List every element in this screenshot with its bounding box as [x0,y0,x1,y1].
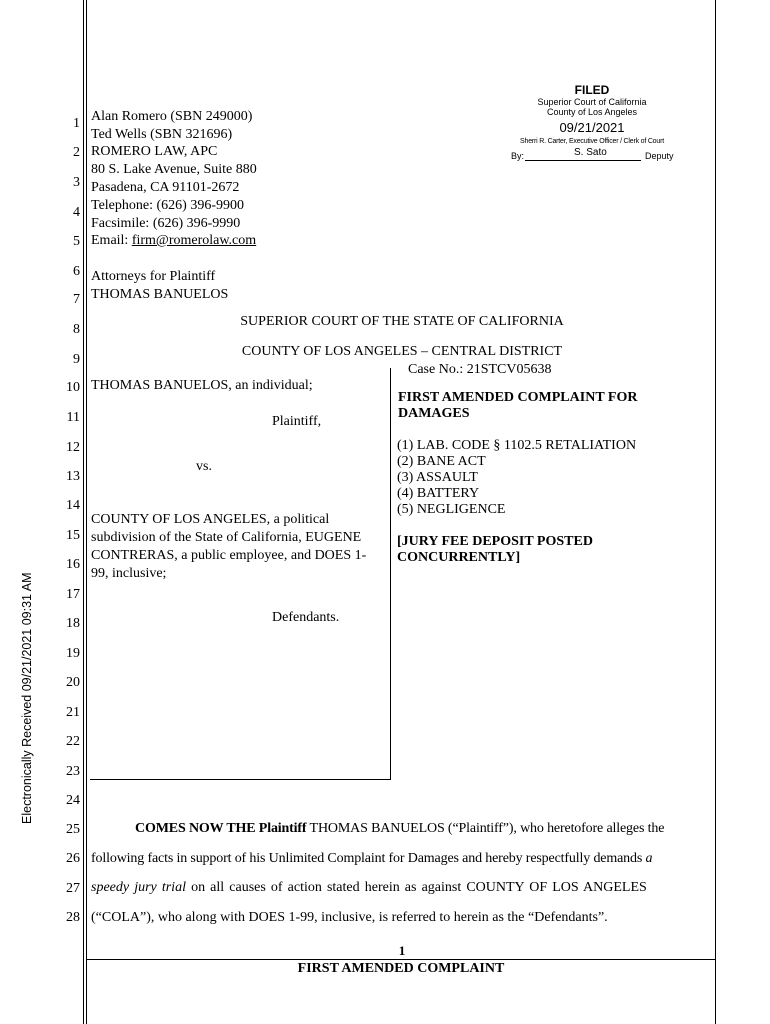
line-number: 10 [66,380,80,395]
address-line-2: Pasadena, CA 91101-2672 [91,180,240,195]
line-number: 2 [73,145,80,160]
body-line-1-text: THOMAS BANUELOS (“Plaintiff”), who heretofore alleges the [306,821,665,836]
cause-of-action-2: (2) BANE ACT [397,454,486,469]
complaint-title-line-2: DAMAGES [398,406,470,421]
line-number: 6 [73,264,80,279]
stamp-signature-row [500,148,684,162]
defendants-line-4: 99, inclusive; [91,566,167,581]
line-number: 14 [66,498,80,513]
client-name: THOMAS BANUELOS [91,287,229,302]
law-firm: ROMERO LAW, APC [91,144,218,159]
defendant-role: Defendants. [272,610,340,625]
plaintiff-party: THOMAS BANUELOS, an individual; [91,378,313,393]
line-number: 13 [66,469,80,484]
stamp-county: County of Los Angeles [546,107,638,117]
line-number: 4 [73,205,80,220]
plaintiff-role: Plaintiff, [272,414,322,429]
email-row [91,232,256,250]
attorneys-for: Attorneys for Plaintiff [91,269,216,284]
defendants-line-1: COUNTY OF LOS ANGELES, a political [91,512,330,527]
cause-of-action-4: (4) BATTERY [397,486,480,501]
margin-line-right [715,0,716,1024]
line-number: 16 [66,557,80,572]
caption-vertical-rule [390,368,391,780]
line-number: 12 [66,440,80,455]
court-district: COUNTY OF LOS ANGELES – CENTRAL DISTRICT [241,344,563,359]
line-number: 25 [66,822,80,837]
line-number: 17 [66,587,80,602]
body-line-3-italic: speedy jury trial [91,880,186,895]
stamp-officer: Sherri R. Carter, Executive Officer / Clerk of Court [520,138,664,145]
email-label: Email: [91,233,132,248]
jury-fee-line-1: [JURY FEE DEPOSIT POSTED [397,534,593,549]
caption-bottom-rule [90,779,391,780]
line-number: 18 [66,616,80,631]
cause-of-action-3: (3) ASSAULT [397,470,478,485]
defendants-line-3: CONTRERAS, a public employee, and DOES 1- [91,548,367,563]
line-number: 20 [66,675,80,690]
cause-of-action-5: (5) NEGLIGENCE [397,502,506,517]
stamp-date: 09/21/2021 [559,120,625,135]
line-number: 11 [66,410,80,425]
attorney-name-2: Ted Wells (SBN 321696) [91,127,233,142]
telephone: Telephone: (626) 396-9900 [91,198,244,213]
page-number: 1 [398,943,406,958]
margin-line-left-inner [86,0,87,1024]
line-number: 19 [66,646,80,661]
case-number: Case No.: 21STCV05638 [408,362,552,377]
body-line-2 [91,850,713,868]
line-number: 23 [66,764,80,779]
margin-line-left-outer [83,0,84,1024]
footer-title: FIRST AMENDED COMPLAINT [297,961,505,976]
line-number: 15 [66,528,80,543]
attorney-name-1: Alan Romero (SBN 249000) [91,109,253,124]
body-line-2-text: following facts in support of his Unlimited Complaint for Damages and hereby respectfully demands [91,851,646,866]
body-line-3-text: on all causes of action stated herein as against COUNTY OF LOS ANGELES [185,880,647,895]
jury-fee-line-2: CONCURRENTLY] [397,550,521,565]
line-number: 5 [73,234,80,249]
stamp-deputy: Deputy [645,151,674,161]
complaint-title-line-1: FIRST AMENDED COMPLAINT FOR [398,390,638,405]
cause-of-action-1: (1) LAB. CODE § 1102.5 RETALIATION [397,438,637,453]
line-number: 7 [73,292,80,307]
line-number: 8 [73,322,80,337]
line-number: 27 [66,881,80,896]
line-number: 26 [66,851,80,866]
filed-stamp [500,84,684,162]
stamp-court: Superior Court of California [537,97,647,107]
body-intro-bold: COMES NOW THE Plaintiff [135,821,307,836]
body-line-3 [91,879,713,897]
versus: vs. [196,459,212,474]
body-line-4: (“COLA”), who along with DOES 1-99, inclusive, is referred to herein as the “Defendants”. [91,910,608,925]
stamp-filed: FILED [574,83,610,97]
stamp-signature-line [525,160,641,161]
line-number: 9 [73,352,80,367]
defendants-line-2: subdivision of the State of California, EUGENE [91,530,362,545]
line-number: 24 [66,793,80,808]
address-line-1: 80 S. Lake Avenue, Suite 880 [91,162,257,177]
stamp-by-label: By: [511,151,525,161]
body-line-2-italic: a [645,851,653,866]
stamp-signer: S. Sato [574,147,607,158]
electronic-receipt-note: Electronically Received 09/21/2021 09:31 AM [20,572,34,824]
line-number: 21 [66,705,80,720]
line-number: 28 [66,910,80,925]
facsimile: Facsimile: (626) 396-9990 [91,216,241,231]
line-number: 3 [73,175,80,190]
email-link[interactable]: firm@romerolaw.com [131,233,257,248]
court-name: SUPERIOR COURT OF THE STATE OF CALIFORNIA [240,314,564,329]
line-number: 1 [73,116,80,131]
line-number: 22 [66,734,80,749]
body-line-1 [91,820,713,838]
